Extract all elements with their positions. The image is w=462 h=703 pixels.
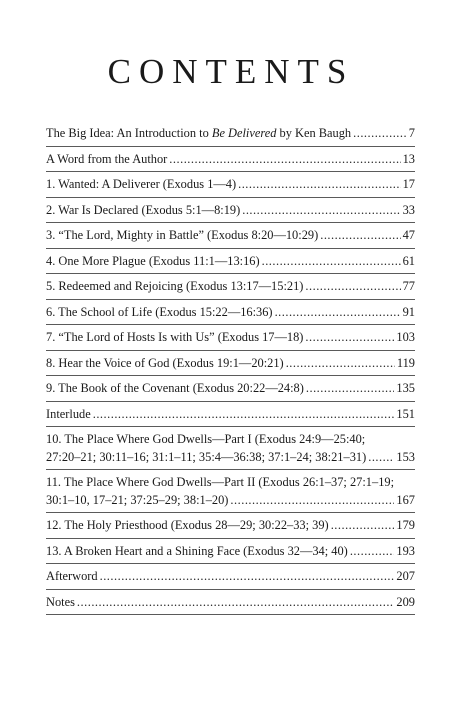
toc-page-number: 193 xyxy=(396,543,415,558)
toc-page-number: 151 xyxy=(396,406,415,421)
toc-entry-big-idea xyxy=(46,121,415,147)
toc-page-number: 135 xyxy=(396,381,415,395)
dot-leader xyxy=(353,125,407,143)
dot-leader xyxy=(93,406,395,424)
toc-page-number: 47 xyxy=(402,228,415,242)
toc-entry-title-line: 11. The Place Where God Dwells—Part II (Exodus 26:1–37; 27:1–19; xyxy=(46,475,395,489)
toc-entry-chapter-2 xyxy=(46,198,415,224)
toc-entry-title: A Word from the Author xyxy=(46,151,168,166)
toc-entry-word-from-author xyxy=(46,147,415,173)
dot-leader xyxy=(77,594,394,612)
dot-leader xyxy=(286,355,395,373)
toc-entry-chapter-12 xyxy=(46,513,415,539)
dot-leader xyxy=(306,380,395,398)
toc-entry-chapter-3 xyxy=(46,223,415,249)
toc-entry-title: 9. The Book of the Covenant (Exodus 20:22—24:8) xyxy=(46,381,304,395)
toc-entry-title: The Big Idea: An Introduction to Be Delivered by Ken Baugh xyxy=(46,126,352,140)
toc-entry-title: Afterword xyxy=(46,569,98,583)
toc-page-number: 207 xyxy=(396,569,415,583)
toc-entry-chapter-11 xyxy=(46,470,415,513)
toc-entry-title: 6. The School of Life (Exodus 15:22—16:36) xyxy=(46,304,273,319)
toc-entry-chapter-5 xyxy=(46,274,415,300)
dot-leader xyxy=(331,517,395,535)
table-of-contents xyxy=(46,121,415,615)
toc-page-number: 119 xyxy=(396,355,415,370)
page-title: CONTENTS xyxy=(107,52,355,91)
dot-leader xyxy=(242,202,400,220)
dot-leader xyxy=(230,492,394,510)
dot-leader xyxy=(320,227,400,245)
toc-entry-title: 7. “The Lord of Hosts Is with Us” (Exodus 17—18) xyxy=(46,330,304,344)
toc-entry-title: 13. A Broken Heart and a Shining Face (Exodus 32—34; 40) xyxy=(46,543,348,558)
dot-leader xyxy=(350,543,395,561)
toc-entry-title: 3. “The Lord, Mighty in Battle” (Exodus 8:20—10:29) xyxy=(46,228,319,242)
toc-page-number: 209 xyxy=(396,594,415,609)
toc-entry-chapter-6 xyxy=(46,300,415,326)
toc-entry-chapter-7 xyxy=(46,325,415,351)
dot-leader xyxy=(275,304,401,322)
toc-page-number: 167 xyxy=(396,492,415,507)
toc-entry-title-continued: 27:20–21; 30:11–16; 31:1–11; 35:4—36:38; 37:1–24; 38:21–31) xyxy=(46,449,367,464)
toc-page-number: 61 xyxy=(402,253,415,268)
dot-leader xyxy=(238,176,401,194)
toc-page-number: 91 xyxy=(402,304,415,319)
toc-page-number: 103 xyxy=(396,330,415,344)
toc-entry-afterword xyxy=(46,564,415,590)
toc-page-number: 179 xyxy=(396,518,415,532)
toc-entry-title-line: 10. The Place Where God Dwells—Part I (Exodus 24:9—25:40; xyxy=(46,432,366,446)
dot-leader xyxy=(305,329,394,347)
toc-entry-interlude xyxy=(46,402,415,428)
toc-entry-notes xyxy=(46,590,415,616)
toc-entry-chapter-4 xyxy=(46,249,415,275)
toc-entry-title: 4. One More Plague (Exodus 11:1—13:16) xyxy=(46,253,260,268)
toc-entry-title: 8. Hear the Voice of God (Exodus 19:1—20:21) xyxy=(46,355,284,370)
toc-page-number: 153 xyxy=(396,449,415,464)
toc-entry-chapter-13 xyxy=(46,539,415,565)
toc-page-number: 17 xyxy=(402,177,415,191)
toc-page-number: 7 xyxy=(408,126,415,140)
toc-page-number: 33 xyxy=(402,202,415,217)
toc-entry-title: 12. The Holy Priesthood (Exodus 28—29; 30:22–33; 39) xyxy=(46,518,329,532)
toc-page-number: 77 xyxy=(402,279,415,293)
dot-leader xyxy=(368,449,394,467)
toc-entry-chapter-8 xyxy=(46,351,415,377)
toc-page-number: 13 xyxy=(402,151,415,166)
toc-entry-title-continued: 30:1–10, 17–21; 37:25–29; 38:1–20) xyxy=(46,492,229,507)
toc-entry-title: Notes xyxy=(46,594,75,609)
toc-entry-title: 1. Wanted: A Deliverer (Exodus 1—4) xyxy=(46,177,237,191)
dot-leader xyxy=(305,278,400,296)
toc-entry-title: 5. Redeemed and Rejoicing (Exodus 13:17—15:21) xyxy=(46,279,304,293)
dot-leader xyxy=(262,253,401,271)
toc-entry-title: 2. War Is Declared (Exodus 5:1—8:19) xyxy=(46,202,241,217)
toc-entry-chapter-1 xyxy=(46,172,415,198)
toc-entry-chapter-10 xyxy=(46,427,415,470)
dot-leader xyxy=(169,151,400,169)
dot-leader xyxy=(100,568,395,586)
toc-entry-chapter-9 xyxy=(46,376,415,402)
toc-entry-title: Interlude xyxy=(46,406,91,421)
